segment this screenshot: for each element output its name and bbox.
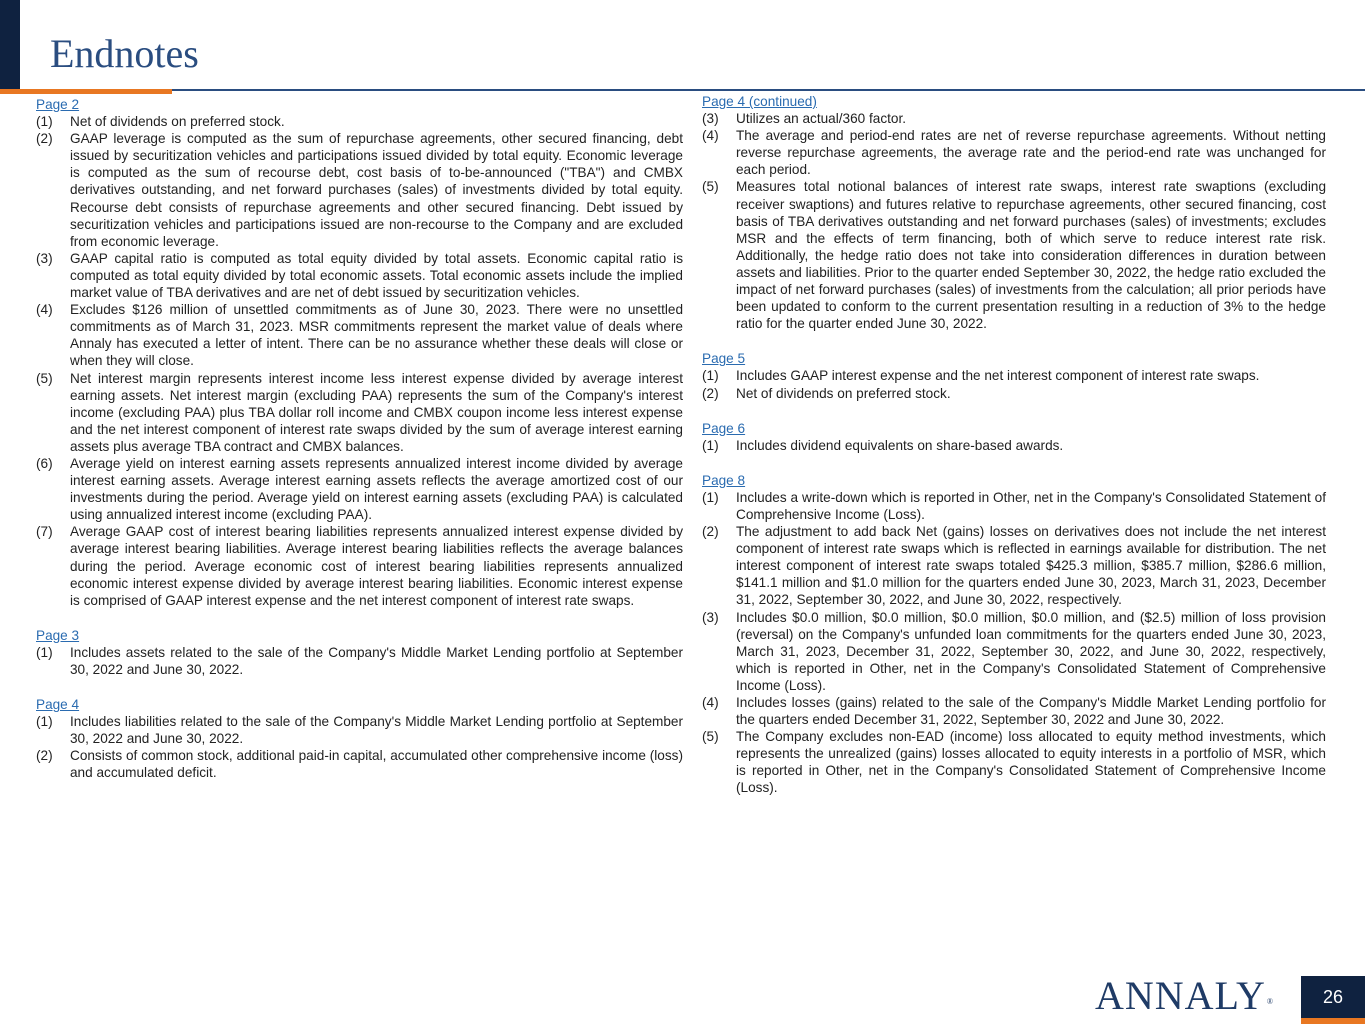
endnote-number: (1) [702,368,719,384]
endnote-text: Includes losses (gains) related to the sale of the Company's Middle Market Lending portfolio for the quarters ended December 31, 2022, September 30, 2022 and June 30, 2022. [736,695,1326,728]
endnote-item [702,437,1326,454]
endnote-number: (1) [36,644,53,660]
endnote-text: Includes liabilities related to the sale of the Company's Middle Market Lending portfolio at September 30, 2022 and June 30, 2022. [70,714,683,747]
endnote-text: Average yield on interest earning assets represents annualized interest income divided by average interest earning assets. Average interest earning assets reflects the average amortized cost of our investments during the period. Average yield on interest earning assets (excluding PAA) is calculated using annualized interest income (excluding PAA). [70,455,683,523]
endnote-text: Consists of common stock, additional paid-in capital, accumulated other comprehensive income (loss) and accumulated deficit. [70,748,683,781]
endnote-item [702,728,1326,796]
page-number-accent [1301,1018,1365,1024]
endnotes-left-column [36,96,683,800]
endnote-item [702,367,1326,384]
page-title: Endnotes [50,31,199,76]
page-number: 26 [1301,976,1365,1018]
endnote-text: Utilizes an actual/360 factor. [736,111,907,127]
endnote-text: Measures total notional balances of interest rate swaps, interest rate swaptions (excluding receiver swaptions) and futures relative to repurchase agreements, other secured financing, cost basis of TBA derivatives outstanding and net forward purchases (sales) of investments; excludes MSR and the effects of term financing, both of which serve to reduce interest rate risk. Additionally, the hedge ratio does not take into consideration differences in duration between assets and liabilities. Prior to the quarter ended September 30, 2022, the hedge ratio excluded the impact of net forward purchases (sales) of investments from the calculation; all prior periods have been updated to conform to the current presentation resulting in a reduction of 3% to the hedge ratio for the quarter ended June 30, 2022. [736,179,1326,332]
endnote-item [36,250,683,301]
endnote-text: GAAP capital ratio is computed as total equity divided by total assets. Economic capital ratio is computed as total equity divided by total economic assets. Total economic assets include the implied market value of TBA derivatives and are net of debt issued by securitization vehicles. [70,250,683,301]
endnote-text: The average and period-end rates are net of reverse repurchase agreements. Without netting reverse repurchase agreements, the average rate and the period-end rate was unchanged for each period. [736,128,1326,178]
endnote-item [36,113,683,130]
logo-text: ANNALY [1095,973,1266,1018]
endnote-number: (7) [36,524,53,540]
endnote-number: (3) [702,609,719,625]
endnote-item [702,694,1326,728]
endnote-item [702,489,1326,523]
endnote-item [36,523,683,608]
endnote-text: The Company excludes non-EAD (income) loss allocated to equity method investments, which represents the unrealized (gains) losses allocated to equity interests in a portfolio of MSR, which is reported in Other, net in the Company's Consolidated Statement of Comprehensive Income (Loss). [736,729,1326,796]
endnote-text: Includes GAAP interest expense and the net interest component of interest rate swaps. [736,368,1260,384]
page-reference-link[interactable]: Page 4 [36,697,80,713]
endnote-section [36,627,683,678]
endnote-item [36,370,683,455]
endnote-item [702,523,1326,608]
endnote-number: (3) [702,111,719,127]
endnote-item [36,713,683,747]
header-divider [170,89,1365,91]
endnote-number: (3) [36,250,53,266]
endnote-number: (5) [702,179,719,195]
endnote-text: Net interest margin represents interest income less interest expense divided by average interest earning assets. Net interest margin (excluding PAA) represents the sum of the Company's interest income (excluding PAA) plus TBA dollar roll income and CMBX coupon income less interest expense and the net interest component of interest rate swaps divided by the sum of average interest earning assets plus average TBA contract and CMBX balances. [70,370,683,454]
endnote-text: Includes assets related to the sale of the Company's Middle Market Lending portfolio at September 30, 2022 and June 30, 2022. [70,644,683,677]
page-reference-link[interactable]: Page 2 [36,97,80,112]
page-reference-link[interactable]: Page 4 (continued) [702,94,817,109]
page-reference-link[interactable]: Page 5 [702,351,746,367]
header-accent-bar [0,0,20,90]
endnote-item [36,455,683,523]
endnote-number: (4) [702,128,719,144]
endnote-text: Excludes $126 million of unsettled commitments as of June 30, 2023. There were no unsettled commitments as of March 31, 2023. MSR commitments represent the market value of deals where Annaly has executed a letter of intent. There can be no assurance whether these deals will close or when they will close. [70,302,683,369]
endnote-section [702,350,1326,401]
endnote-item [702,385,1326,402]
endnote-section [702,472,1326,797]
page-reference-link[interactable]: Page 8 [702,472,746,488]
endnote-item [702,609,1326,694]
endnote-number: (5) [702,729,719,745]
endnote-item [702,110,1326,127]
endnote-text: Average GAAP cost of interest bearing liabilities represents annualized interest expense divided by average interest bearing liabilities. Average interest bearing liabilities reflects the average balances during the period. Average economic cost of interest bearing liabilities represents annualized economic interest expense divided by average interest bearing liabilities. Economic interest expense is comprised of GAAP interest expense and the net interest component of interest rate swaps. [70,524,683,608]
endnote-text: Net of dividends on preferred stock. [70,114,285,130]
endnote-item [36,130,683,250]
endnote-number: (2) [36,131,53,147]
endnote-section [702,93,1326,332]
page-reference-link[interactable]: Page 3 [36,627,80,643]
endnote-text: Net of dividends on preferred stock. [736,385,951,401]
endnote-number: (1) [702,437,719,453]
registered-mark: ® [1266,997,1274,1006]
endnote-item [702,127,1326,178]
endnote-section [702,420,1326,454]
header-divider-accent [0,89,172,94]
endnote-number: (1) [702,489,719,505]
endnote-number: (1) [36,114,53,130]
endnote-number: (1) [36,714,53,730]
annaly-logo [1095,974,1274,1018]
endnote-text: GAAP leverage is computed as the sum of repurchase agreements, other secured financing, debt issued by securitization vehicles and participations issued divided by total equity. Economic leverage is computed as the sum of recourse debt, cost basis of to-be-announced ("TBA") and CMBX derivatives outstanding, and net forward purchases (sales) of investments divided by total equity. Recourse debt consists of repurchase agreements and other secured financing. Debt issued by securitization vehicles and participations issued are non-recourse to the Company and are excluded from economic leverage. [70,131,683,249]
page-reference-link[interactable]: Page 6 [702,420,746,436]
endnote-item [36,301,683,369]
endnote-number: (4) [36,302,53,318]
endnote-text: Includes $0.0 million, $0.0 million, $0.0 million, $0.0 million, and ($2.5) million of loss provision (reversal) on the Company's unfunded loan commitments for the quarters ended June 30, 2023, March 31, 2023, December 31, 2022, September 30, 2022, and June 30, 2022, respectively, which is reported in Other, net in the Company's Consolidated Statement of Comprehensive Income (Loss). [736,609,1326,693]
endnote-item [36,747,683,781]
endnote-number: (5) [36,370,53,386]
endnote-number: (2) [702,385,719,401]
endnotes-right-column [702,93,1326,815]
endnote-item [702,178,1326,332]
endnote-section [36,696,683,781]
endnote-text: Includes dividend equivalents on share-based awards. [736,437,1064,453]
endnote-section [36,96,683,609]
endnote-text: The adjustment to add back Net (gains) losses on derivatives does not include the net interest component of interest rate swaps which is reflected in earnings available for distribution. The net interest component of interest rate swaps totaled $425.3 million, $385.7 million, $286.6 million, $141.1 million and $1.0 million for the quarters ended June 30, 2023, March 31, 2023, December 31, 2022, September 30, 2022, and June 30, 2022, respectively. [736,524,1326,608]
endnote-text: Includes a write-down which is reported in Other, net in the Company's Consolidated Statement of Comprehensive Income (Loss). [736,489,1326,522]
endnote-number: (2) [702,524,719,540]
endnote-number: (4) [702,695,719,710]
endnote-number: (6) [36,455,53,471]
endnote-number: (2) [36,748,53,764]
endnote-item [36,644,683,678]
